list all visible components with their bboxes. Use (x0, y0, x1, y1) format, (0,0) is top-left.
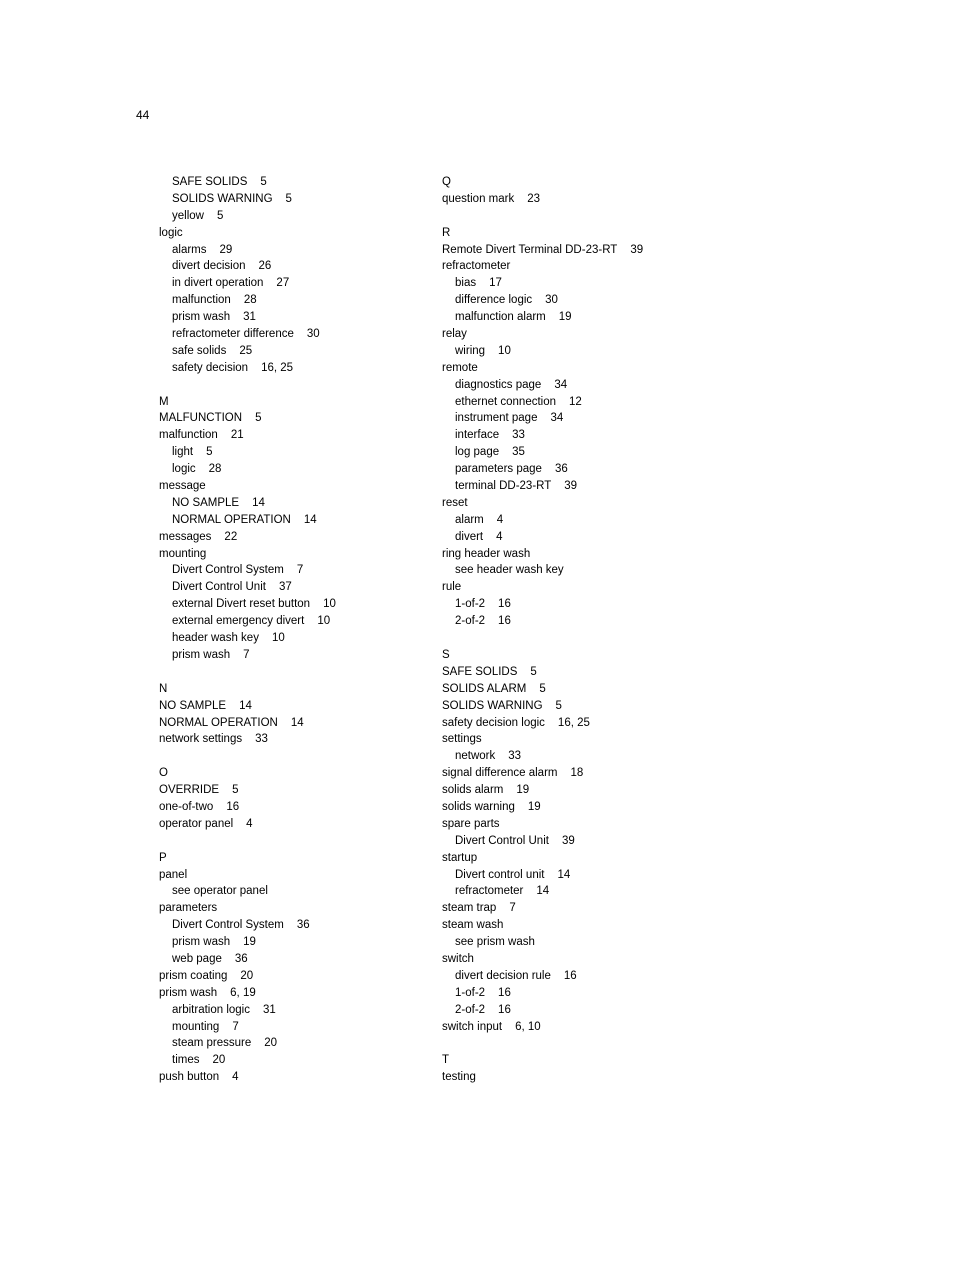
index-subentry (159, 174, 336, 191)
index-page-ref: 14 (252, 496, 265, 509)
index-term: malfunction (172, 294, 231, 307)
index-term: refractometer (442, 260, 511, 273)
index-term: solids warning (442, 800, 515, 813)
index-term: 2-of-2 (455, 615, 486, 628)
index-subentry (159, 934, 336, 951)
index-page-ref: 5 (232, 784, 239, 797)
index-term: settings (442, 733, 482, 746)
index-entry (442, 495, 643, 512)
index-subentry (442, 461, 643, 478)
index-entry (442, 1052, 643, 1069)
index-entry (442, 225, 643, 242)
index-entry (442, 799, 643, 816)
index-term: spare parts (442, 817, 500, 830)
blank-line (159, 748, 336, 765)
index-subentry (159, 512, 336, 529)
index-subentry (442, 343, 643, 360)
index-term: rule (442, 581, 462, 594)
index-page-ref: 14 (536, 885, 550, 898)
index-term: parameters (159, 902, 218, 915)
index-page-ref: 7 (509, 902, 516, 915)
index-entry (159, 782, 336, 799)
index-term: remote (442, 361, 478, 374)
index-entry (159, 765, 336, 782)
index-page-ref: 22 (224, 530, 238, 543)
index-subentry (442, 833, 643, 850)
index-term: network (455, 750, 496, 763)
index-page-ref: 5 (530, 665, 537, 678)
index-term: instrument page (455, 412, 538, 425)
index-subentry (442, 275, 643, 292)
index-subentry (159, 1019, 336, 1036)
index-page-ref: 7 (296, 564, 304, 577)
index-page-ref: 33 (512, 429, 525, 442)
blank-line (442, 630, 643, 647)
index-page-ref: 37 (278, 581, 292, 594)
index-term: Divert Control System (172, 919, 284, 932)
index-page-ref: 16, 25 (261, 361, 294, 374)
index-page-ref: 16 (563, 969, 577, 982)
index-page-ref: 36 (554, 463, 568, 476)
index-term: OVERRIDE (159, 784, 220, 797)
index-term: P (159, 851, 167, 864)
index-term: difference logic (455, 294, 533, 307)
index-subentry (159, 444, 336, 461)
index-entry (159, 850, 336, 867)
index-subentry (442, 867, 643, 884)
index-term: SOLIDS ALARM (442, 682, 527, 695)
index-term: alarms (172, 243, 207, 256)
index-subentry (159, 242, 336, 259)
index-term: parameters page (455, 463, 542, 476)
index-entry (159, 478, 336, 495)
index-page-ref: 12 (569, 395, 582, 408)
index-subentry (159, 343, 336, 360)
index-subentry (159, 883, 336, 900)
index-entry (159, 731, 336, 748)
index-term: ethernet connection (455, 395, 557, 408)
index-term: N (159, 682, 168, 695)
index-subentry (442, 444, 643, 461)
index-entry (159, 681, 336, 698)
index-term: SAFE SOLIDS (172, 176, 248, 188)
index-term: refractometer difference (172, 328, 294, 341)
index-subentry (159, 326, 336, 343)
index-page-ref: 10 (498, 344, 511, 357)
index-entry (442, 917, 643, 934)
index-term: ring header wash (442, 547, 531, 560)
index-entry (442, 698, 643, 715)
index-entry (159, 900, 336, 917)
index-page-ref: 19 (558, 311, 572, 324)
index-term: testing (442, 1071, 476, 1084)
index-page-ref: 7 (232, 1020, 239, 1033)
index-term: signal difference alarm (442, 767, 558, 780)
index-subentry (442, 529, 643, 546)
index-term: network settings (159, 733, 243, 746)
index-page-ref: 20 (240, 969, 254, 982)
index-entry (159, 816, 336, 833)
index-term: Divert Control System (172, 564, 284, 577)
index-entry (442, 664, 643, 681)
index-term: log page (455, 446, 500, 459)
index-term: S (442, 648, 450, 661)
index-term: NO SAMPLE (172, 496, 240, 509)
index-subentry (159, 1035, 336, 1052)
index-term: Divert Control Unit (172, 581, 266, 594)
index-entry (442, 731, 643, 748)
index-page-ref: 27 (276, 277, 290, 290)
index-term: prism wash (159, 986, 218, 999)
index-term: see prism wash (455, 936, 535, 949)
index-entry (159, 529, 336, 546)
index-page-ref: 16 (498, 615, 511, 628)
index-term: bias (455, 277, 477, 290)
index-page-ref: 4 (496, 530, 503, 543)
index-page-ref: 31 (243, 311, 256, 324)
page-number: 44 (136, 108, 150, 122)
index-term: divert decision rule (455, 969, 551, 982)
index-entry (442, 326, 643, 343)
index-subentry (159, 275, 336, 292)
index-page-ref: 10 (317, 615, 331, 628)
index-entry (442, 579, 643, 596)
index-page-ref: 23 (527, 192, 541, 205)
index-term: T (442, 1054, 450, 1067)
index-subentry (442, 934, 643, 951)
index-entry (442, 242, 643, 259)
index-entry (442, 647, 643, 664)
blank-line (442, 208, 643, 225)
index-page-ref: 33 (255, 733, 268, 746)
index-term: switch input (442, 1020, 503, 1033)
index-term: external emergency divert (172, 615, 305, 628)
index-page-ref: 16 (498, 986, 511, 999)
index-page-ref: 5 (255, 412, 262, 425)
index-page-ref: 16 (226, 800, 240, 813)
index-term: NO SAMPLE (159, 699, 227, 712)
index-subentry (442, 985, 643, 1002)
index-term: push button (159, 1071, 220, 1084)
index-column-right (442, 174, 643, 1086)
index-page-ref: 14 (557, 868, 571, 881)
index-term: refractometer (455, 885, 524, 898)
index-page-ref: 33 (508, 750, 522, 763)
index-entry (442, 174, 643, 191)
index-term: interface (455, 429, 500, 442)
index-term: SOLIDS WARNING (172, 192, 273, 205)
index-term: startup (442, 851, 478, 864)
index-term: Divert control unit (455, 868, 545, 881)
index-page-ref: 10 (323, 598, 336, 611)
index-term: Q (442, 176, 451, 188)
index-term: steam pressure (172, 1037, 252, 1050)
index-term: NORMAL OPERATION (172, 513, 291, 526)
index-entry (442, 900, 643, 917)
index-term: mounting (159, 547, 207, 560)
index-term: SOLIDS WARNING (442, 699, 543, 712)
index-subentry (442, 512, 643, 529)
index-subentry (159, 461, 336, 478)
index-term: 1-of-2 (455, 986, 486, 999)
index-page-ref: 5 (206, 446, 213, 459)
index-subentry (442, 377, 643, 394)
index-term: O (159, 767, 168, 780)
index-page-ref: 14 (290, 716, 304, 729)
index-subentry (159, 647, 336, 664)
index-entry (159, 410, 336, 427)
index-page-ref: 28 (208, 463, 222, 476)
index-page-ref: 7 (243, 648, 250, 661)
index-page-ref: 21 (230, 429, 244, 442)
index-subentry (159, 1052, 336, 1069)
index-page-ref: 14 (303, 513, 317, 526)
index-term: messages (159, 530, 212, 543)
index-subentry (159, 579, 336, 596)
index-page-ref: 20 (264, 1037, 278, 1050)
index-entry (442, 360, 643, 377)
index-entry (159, 1069, 336, 1086)
index-page-ref: 34 (554, 378, 568, 391)
index-term: logic (159, 226, 183, 239)
index-subentry (159, 292, 336, 309)
index-page-ref: 6, 10 (515, 1020, 541, 1033)
index-page-ref: 39 (564, 480, 578, 493)
index-term: divert (455, 530, 484, 543)
index-subentry (159, 951, 336, 968)
index-page-ref: 39 (630, 243, 644, 256)
index-term: NORMAL OPERATION (159, 716, 278, 729)
index-term: MALFUNCTION (159, 412, 243, 425)
index-term: prism wash (172, 648, 231, 661)
index-term: see header wash key (455, 564, 564, 577)
index-entry (442, 765, 643, 782)
index-term: 2-of-2 (455, 1003, 486, 1016)
index-term: 1-of-2 (455, 598, 486, 611)
index-term: prism coating (159, 969, 228, 982)
index-term: Remote Divert Terminal DD-23-RT (442, 243, 618, 256)
index-entry (159, 427, 336, 444)
index-subentry (442, 427, 643, 444)
index-entry (442, 951, 643, 968)
index-entry (159, 985, 336, 1002)
index-subentry (442, 309, 643, 326)
index-subentry (442, 596, 643, 613)
index-page-ref: 5 (216, 209, 224, 222)
index-term: steam wash (442, 919, 504, 932)
index-term: wiring (455, 344, 486, 357)
index-page-ref: 25 (239, 344, 253, 357)
blank-line (159, 664, 336, 681)
index-term: prism wash (172, 311, 231, 324)
index-page-ref: 16 (498, 1003, 511, 1016)
index-subentry (442, 478, 643, 495)
index-page-ref: 20 (212, 1054, 226, 1067)
index-subentry (159, 596, 336, 613)
blank-line (159, 833, 336, 850)
index-term: see operator panel (172, 885, 268, 898)
index-page-ref: 31 (262, 1003, 276, 1016)
index-subentry (159, 495, 336, 512)
index-subentry (442, 1002, 643, 1019)
index-term: divert decision (172, 260, 246, 273)
index-subentry (442, 748, 643, 765)
index-entry (442, 850, 643, 867)
index-term: malfunction (159, 429, 218, 442)
index-term: safe solids (172, 344, 227, 357)
index-subentry (442, 968, 643, 985)
index-term: panel (159, 868, 188, 881)
index-subentry (159, 630, 336, 647)
index-term: web page (172, 952, 222, 965)
index-page-ref: 5 (555, 699, 562, 712)
index-term: solids alarm (442, 784, 504, 797)
index-subentry (159, 258, 336, 275)
index-page-ref: 5 (285, 192, 292, 205)
blank-line (442, 1035, 643, 1052)
index-subentry (442, 410, 643, 427)
index-entry (442, 715, 643, 732)
index-entry (159, 546, 336, 563)
index-page-ref: 18 (570, 767, 584, 780)
index-subentry (442, 562, 643, 579)
index-entry (159, 225, 336, 242)
index-subentry (442, 883, 643, 900)
index-page-ref: 4 (232, 1071, 239, 1084)
index-entry (159, 715, 336, 732)
index-page-ref: 28 (243, 294, 257, 307)
index-subentry (442, 394, 643, 411)
index-entry (159, 968, 336, 985)
index-subentry (159, 208, 336, 225)
index-page-ref: 5 (539, 682, 546, 695)
index-entry (159, 867, 336, 884)
index-column-left (159, 174, 336, 1086)
index-term: diagnostics page (455, 378, 542, 391)
index-page-ref: 17 (489, 277, 502, 290)
index-page-ref: 16, 25 (557, 716, 590, 729)
index-subentry (442, 292, 643, 309)
index-term: safety decision (172, 361, 249, 374)
index-term: one-of-two (159, 800, 214, 813)
index-term: message (159, 480, 206, 493)
index-page-ref: 35 (512, 446, 525, 459)
index-entry (159, 698, 336, 715)
index-entry (442, 258, 643, 275)
index-page-ref: 30 (545, 294, 558, 307)
index-subentry (159, 917, 336, 934)
index-entry (442, 782, 643, 799)
index-term: mounting (172, 1020, 220, 1033)
index-page-ref: 6, 19 (230, 986, 256, 999)
index-page-ref: 14 (239, 699, 252, 712)
index-entry (442, 1069, 643, 1086)
index-page-ref: 16 (498, 598, 511, 611)
index-page-ref: 39 (561, 834, 575, 847)
index-term: terminal DD-23-RT (455, 480, 552, 493)
index-entry (442, 681, 643, 698)
index-page-ref: 30 (306, 328, 320, 341)
index-subentry (159, 1002, 336, 1019)
index-entry (159, 394, 336, 411)
index-term: logic (172, 463, 196, 476)
index-subentry (159, 613, 336, 630)
index-term: R (442, 226, 451, 239)
index-subentry (159, 309, 336, 326)
index-term: M (159, 395, 169, 408)
index-page-ref: 19 (527, 800, 541, 813)
index-term: arbitration logic (172, 1003, 250, 1016)
index-term: reset (442, 496, 468, 509)
index-page-ref: 5 (260, 176, 267, 188)
index-subentry (159, 360, 336, 377)
index-term: SAFE SOLIDS (442, 665, 518, 678)
index-term: external Divert reset button (172, 598, 311, 611)
index-term: switch (442, 952, 474, 965)
index-page-ref: 26 (258, 260, 272, 273)
index-entry (442, 1019, 643, 1036)
blank-line (159, 377, 336, 394)
index-page-ref: 4 (246, 817, 253, 830)
index-term: alarm (455, 513, 484, 526)
index-entry (159, 799, 336, 816)
index-subentry (159, 562, 336, 579)
index-page-ref: 34 (550, 412, 564, 425)
index-term: relay (442, 328, 467, 341)
index-term: header wash key (172, 632, 259, 645)
index-term: Divert Control Unit (455, 834, 549, 847)
index-term: yellow (172, 209, 204, 222)
index-term: prism wash (172, 936, 231, 949)
index-term: steam trap (442, 902, 497, 915)
index-term: question mark (442, 192, 515, 205)
index-entry (442, 816, 643, 833)
index-page-ref: 29 (219, 243, 233, 256)
index-term: light (172, 446, 194, 459)
index-page-ref: 36 (296, 919, 310, 932)
index-page-ref: 4 (496, 513, 504, 526)
index-page-ref: 19 (516, 784, 530, 797)
index-term: safety decision logic (442, 716, 545, 729)
index-term: operator panel (159, 817, 234, 830)
index-subentry (442, 613, 643, 630)
index-page-ref: 10 (271, 632, 285, 645)
index-term: in divert operation (172, 277, 264, 290)
index-page-ref: 19 (243, 936, 256, 949)
index-term: malfunction alarm (455, 311, 546, 324)
index-subentry (159, 191, 336, 208)
index-entry (442, 191, 643, 208)
index-term: times (172, 1054, 200, 1067)
index-entry (442, 546, 643, 563)
index-page-ref: 36 (234, 952, 248, 965)
